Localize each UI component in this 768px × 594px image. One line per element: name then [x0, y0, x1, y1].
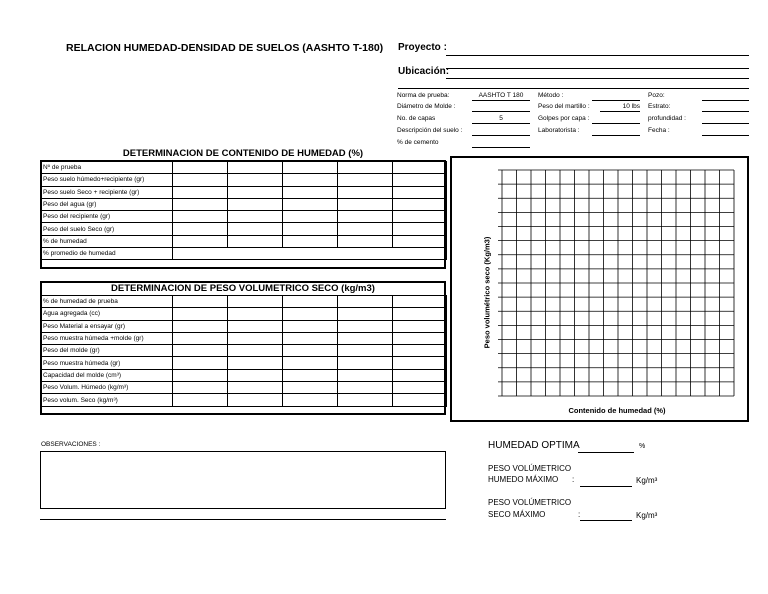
value-cell[interactable] [283, 186, 338, 198]
value-cell[interactable] [283, 162, 338, 174]
value-cell[interactable] [283, 357, 338, 369]
value-cell[interactable] [283, 235, 338, 247]
table-row [41, 332, 447, 344]
observaciones-textarea[interactable] [40, 451, 446, 509]
value-cell[interactable] [228, 382, 283, 394]
value-cell[interactable] [228, 332, 283, 344]
value-cell[interactable] [173, 186, 228, 198]
metodo-label: Método : [538, 92, 564, 99]
value-cell[interactable] [393, 162, 447, 174]
value-cell[interactable] [283, 332, 338, 344]
proyecto-field-line2[interactable] [446, 68, 749, 69]
table-row [41, 357, 447, 369]
value-cell[interactable] [173, 382, 228, 394]
humedo-unit: Kg/m³ [636, 476, 658, 485]
row-label: Peso del recipiente (gr) [41, 211, 173, 223]
value-cell[interactable] [173, 211, 228, 223]
row-label: Peso muestra húmeda +molde (gr) [41, 332, 173, 344]
table-row [41, 223, 447, 235]
value-cell[interactable] [393, 186, 447, 198]
value-cell[interactable] [393, 223, 447, 235]
value-cell[interactable] [338, 308, 393, 320]
chart-frame [450, 156, 749, 422]
value-cell[interactable] [338, 235, 393, 247]
norma-value: AASHTO T 180 [478, 92, 524, 99]
value-cell[interactable] [393, 332, 447, 344]
laboratorista-label: Laboratorista : [538, 127, 580, 134]
humedo-maximo-field[interactable] [580, 486, 632, 487]
cemento-label: % de cemento [397, 139, 439, 146]
humedad-optima-label: HUMEDAD OPTIMA [488, 440, 580, 451]
volumetrico-table [40, 295, 447, 407]
seco-colon: : [578, 510, 581, 519]
norma-field[interactable] [472, 100, 530, 101]
value-cell[interactable] [228, 211, 283, 223]
value-cell[interactable] [393, 198, 447, 210]
fecha-label: Fecha : [648, 127, 670, 134]
humedad-section-title: DETERMINACION DE CONTENIDO DE HUMEDAD (%) [122, 148, 364, 159]
value-cell[interactable] [283, 382, 338, 394]
header-divider [398, 88, 749, 89]
row-label: Peso del suelo Seco (gr) [41, 223, 173, 235]
laboratorista-field[interactable] [592, 135, 640, 136]
value-cell[interactable] [393, 369, 447, 381]
value-cell[interactable] [283, 174, 338, 186]
table-row [41, 248, 447, 260]
profundidad-label: profundidad : [648, 115, 686, 122]
observaciones-bottom-line [40, 519, 446, 520]
value-cell[interactable] [393, 235, 447, 247]
value-cell[interactable] [393, 345, 447, 357]
row-label: Agua agregada (cc) [41, 308, 173, 320]
estrato-label: Estrato: [648, 103, 671, 110]
value-cell[interactable] [393, 174, 447, 186]
value-cell[interactable] [393, 382, 447, 394]
table-row [41, 174, 447, 186]
proyecto-label: Proyecto : [398, 42, 447, 53]
chart-ylabel: Peso volumétrico seco (Kg/m3) [482, 236, 492, 349]
golpes-label: Golpes por capa : [538, 115, 590, 122]
table-row [41, 394, 447, 406]
value-cell[interactable] [228, 320, 283, 332]
profundidad-field[interactable] [702, 123, 749, 124]
table-row [41, 296, 447, 308]
value-cell[interactable] [338, 320, 393, 332]
value-cell[interactable] [228, 198, 283, 210]
row-label: Peso muestra húmeda (gr) [41, 357, 173, 369]
value-cell[interactable] [283, 223, 338, 235]
table-row [41, 308, 447, 320]
value-cell[interactable] [393, 296, 447, 308]
value-cell[interactable] [393, 320, 447, 332]
value-cell[interactable] [393, 211, 447, 223]
value-cell[interactable] [173, 357, 228, 369]
humedad-optima-field[interactable] [578, 452, 634, 453]
proyecto-field[interactable] [446, 55, 749, 56]
value-cell[interactable] [338, 198, 393, 210]
value-cell[interactable] [283, 345, 338, 357]
descripcion-label: Descripción del suelo : [397, 127, 463, 134]
table-row [41, 345, 447, 357]
table-row [41, 320, 447, 332]
value-cell[interactable] [338, 211, 393, 223]
table-row [41, 211, 447, 223]
humedo-label-line2: HUMEDO MÁXIMO [488, 475, 559, 484]
value-cell[interactable] [338, 296, 393, 308]
descripcion-field[interactable] [472, 135, 530, 136]
value-cell[interactable] [393, 394, 447, 406]
diametro-label: Diámetro de Molde : [397, 103, 456, 110]
humedad-table [40, 161, 447, 260]
value-cell[interactable] [338, 357, 393, 369]
seco-label-line1: PESO VOLÚMETRICO [488, 498, 572, 507]
value-cell[interactable] [173, 248, 447, 260]
value-cell[interactable] [173, 223, 228, 235]
row-label: Peso volum. Seco (kg/m³) [41, 394, 173, 406]
value-cell[interactable] [173, 296, 228, 308]
value-cell[interactable] [338, 162, 393, 174]
value-cell[interactable] [173, 394, 228, 406]
value-cell[interactable] [228, 186, 283, 198]
volumetrico-section-title: DETERMINACION DE PESO VOLUMETRICO SECO (kg/m3) [111, 283, 375, 294]
row-label: % de humedad [41, 235, 173, 247]
value-cell[interactable] [338, 369, 393, 381]
ubicacion-field[interactable] [446, 78, 749, 79]
table-row [41, 235, 447, 247]
value-cell[interactable] [338, 382, 393, 394]
page-title: RELACION HUMEDAD-DENSIDAD DE SUELOS (AASHTO T-180) [66, 42, 384, 54]
value-cell[interactable] [173, 308, 228, 320]
value-cell[interactable] [173, 332, 228, 344]
row-label: % promedio de humedad [41, 248, 173, 260]
seco-maximo-field[interactable] [580, 520, 632, 521]
value-cell[interactable] [228, 345, 283, 357]
value-cell[interactable] [228, 296, 283, 308]
martillo-label: Peso del martillo : [538, 103, 590, 110]
chart-xlabel: Contenido de humedad (%) [568, 406, 666, 415]
value-cell[interactable] [283, 308, 338, 320]
value-cell[interactable] [338, 223, 393, 235]
row-label: Peso del molde (gr) [41, 345, 173, 357]
capas-label: No. de capas [397, 115, 436, 122]
value-cell[interactable] [338, 186, 393, 198]
value-cell[interactable] [283, 198, 338, 210]
norma-label: Norma de prueba: [397, 92, 450, 99]
capas-value: 5 [499, 115, 503, 122]
value-cell[interactable] [173, 345, 228, 357]
fecha-field[interactable] [702, 135, 749, 136]
row-label: Capacidad del molde (cm³) [41, 369, 173, 381]
row-label: Peso Volum. Húmedo (kg/m³) [41, 382, 173, 394]
golpes-field[interactable] [592, 123, 640, 124]
value-cell[interactable] [393, 357, 447, 369]
row-label: Peso suelo húmedo+recipiente (gr) [41, 174, 173, 186]
value-cell[interactable] [173, 369, 228, 381]
humedo-colon: : [572, 475, 575, 484]
value-cell[interactable] [283, 320, 338, 332]
table-row [41, 198, 447, 210]
martillo-field[interactable] [600, 111, 640, 112]
value-cell[interactable] [338, 345, 393, 357]
value-cell[interactable] [173, 162, 228, 174]
row-label: Peso suelo Seco + recipiente (gr) [41, 186, 173, 198]
pozo-field[interactable] [702, 100, 749, 101]
ubicacion-label: Ubicación: [398, 66, 450, 77]
value-cell[interactable] [338, 332, 393, 344]
value-cell[interactable] [228, 394, 283, 406]
table-row [41, 369, 447, 381]
value-cell[interactable] [228, 369, 283, 381]
value-cell[interactable] [228, 235, 283, 247]
value-cell[interactable] [283, 394, 338, 406]
compaction-chart [452, 158, 747, 420]
row-label: Nº de prueba [41, 162, 173, 174]
value-cell[interactable] [228, 308, 283, 320]
table-row [41, 162, 447, 174]
humedo-label-line1: PESO VOLÚMETRICO [488, 464, 572, 473]
cemento-field[interactable] [472, 147, 530, 148]
diametro-field[interactable] [472, 111, 530, 112]
value-cell[interactable] [173, 174, 228, 186]
value-cell[interactable] [173, 235, 228, 247]
value-cell[interactable] [228, 174, 283, 186]
value-cell[interactable] [393, 308, 447, 320]
capas-field[interactable] [472, 123, 530, 124]
row-label: Peso del agua (gr) [41, 198, 173, 210]
value-cell[interactable] [283, 296, 338, 308]
metodo-field[interactable] [592, 100, 640, 101]
humedad-optima-unit: % [639, 443, 646, 450]
estrato-field[interactable] [702, 111, 749, 112]
row-label: Peso Material a ensayar (gr) [41, 320, 173, 332]
value-cell[interactable] [173, 198, 228, 210]
table-row [41, 382, 447, 394]
value-cell[interactable] [228, 162, 283, 174]
observaciones-label: OBSERVACIONES : [41, 441, 101, 448]
row-label: % de humedad de prueba [41, 296, 173, 308]
martillo-value: 10 lbs [622, 103, 640, 110]
value-cell[interactable] [173, 320, 228, 332]
value-cell[interactable] [283, 211, 338, 223]
value-cell[interactable] [283, 369, 338, 381]
value-cell[interactable] [338, 394, 393, 406]
seco-label-line2: SECO MÁXIMO [488, 510, 546, 519]
value-cell[interactable] [228, 223, 283, 235]
pozo-label: Pozo: [648, 92, 665, 99]
value-cell[interactable] [228, 357, 283, 369]
table-row [41, 186, 447, 198]
value-cell[interactable] [338, 174, 393, 186]
seco-unit: Kg/m³ [636, 511, 658, 520]
